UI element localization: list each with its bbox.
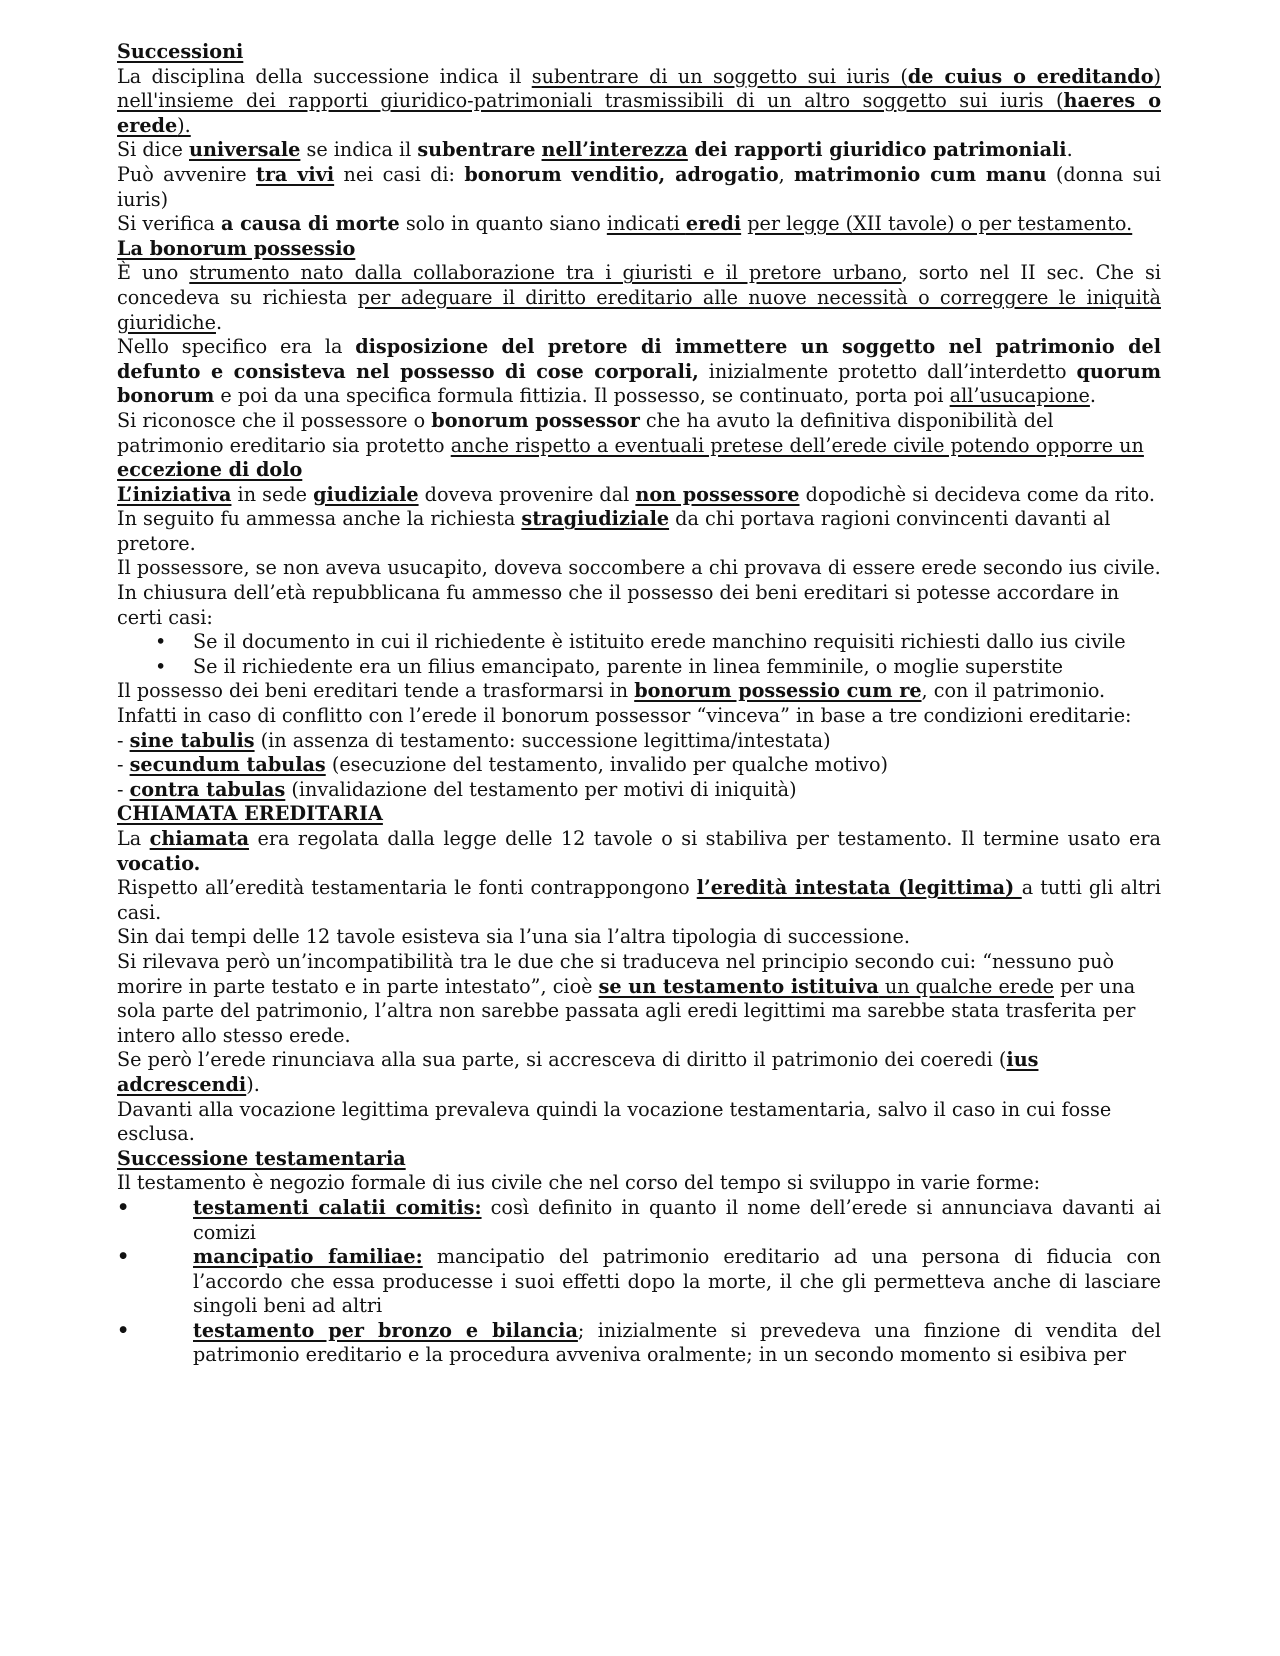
paragraph: Il possessore, se non aveva usucapito, doveva soccombere a chi provava di essere erede secondo ius civile. [117, 556, 1161, 580]
section-title-chiamata: CHIAMATA EREDITARIA [117, 802, 383, 826]
list-item: • Se il richiedente era un filius emancipato, parente in linea femminile, o moglie superstite [155, 654, 1063, 678]
list-item: • testamento per bronzo e bilancia; inizialmente si prevedeva una finzione di vendita del patrimonio ereditario e la procedura avveniva oralmente; in un secondo momento si esibiva per [117, 1318, 1161, 1367]
bullet-icon: • [155, 654, 167, 678]
section-title-successioni: Successioni [117, 40, 244, 63]
bullet-icon: • [117, 1195, 130, 1219]
paragraph: Si verifica a causa di morte solo in quanto siano indicati eredi per legge (XII tavole) o per testamento. [117, 212, 1133, 236]
condition-item: - contra tabulas (invalidazione del testamento per motivi di iniquità) [117, 777, 797, 801]
paragraph: In seguito fu ammessa anche la richiesta stragiudiziale da chi portava ragioni convincenti davanti al pretore. [117, 507, 1111, 555]
document-page [117, 40, 1161, 1368]
list-item: • Se il documento in cui il richiedente è istituito erede manchino requisiti richiesti dallo ius civile [155, 630, 1126, 654]
paragraph: Se però l’erede rinunciava alla sua parte, si accresceva di diritto il patrimonio dei coeredi (ius adcrescendi). [117, 1048, 1039, 1096]
bullet-list [117, 630, 1161, 679]
paragraph: L’iniziativa in sede giudiziale doveva provenire dal non possessore dopodichè si decideva come da rito. [117, 482, 1155, 506]
list-item: • testamenti calatii comitis: così definito in quanto il nome dell’erede si annunciava davanti ai comizi [117, 1195, 1161, 1244]
paragraph: Si dice universale se indica il subentrare nell’interezza dei rapporti giuridico patrimoniali. [117, 138, 1073, 162]
paragraph: Può avvenire tra vivi nei casi di: bonorum venditio, adrogatio, matrimonio cum manu (donna sui iuris) [117, 162, 1161, 211]
bullet-icon: • [117, 1245, 130, 1269]
paragraph: Infatti in caso di conflitto con l’erede il bonorum possessor “vinceva” in base a tre condizioni ereditarie: [117, 704, 1132, 728]
paragraph: Nello specifico era la disposizione del pretore di immettere un soggetto nel patrimonio del defunto e consisteva nel possesso di cose corporali, inizialmente protetto dall’interdetto quorum bonorum e poi da una specifica formula fittizia. Il possesso, se continuato, porta poi all’usucapione. [117, 335, 1162, 408]
paragraph: Il possesso dei beni ereditari tende a trasformarsi in bonorum possessio cum re, con il patrimonio. [117, 679, 1106, 703]
paragraph: Si riconosce che il possessore o bonorum possessor che ha avuto la definitiva disponibilità del patrimonio ereditario sia protetto anche rispetto a eventuali pretese dell’erede civile potendo opporre un eccezione di dolo [117, 408, 1144, 482]
section-title-bonorum-possessio: La bonorum possessio [117, 236, 356, 260]
condition-item: - secundum tabulas (esecuzione del testamento, invalido per qualche motivo) [117, 753, 889, 777]
paragraph: Si rilevava però un’incompatibilità tra le due che si traduceva nel principio secondo cui: “nessuno può morire in parte testato e in parte intestato”, cioè se un testamento istituiva un qualche erede per una sola parte del patrimonio, l’altra non sarebbe passata agli eredi legittimi ma sarebbe stata trasferita per intero allo stesso erede. [117, 949, 1136, 1047]
paragraph: Rispetto all’eredità testamentaria le fonti contrappongono l’eredità intestata (legittima) a tutti gli altri casi. [117, 876, 1161, 924]
section-title-testamentaria: Successione testamentaria [117, 1146, 406, 1170]
paragraph: In chiusura dell’età repubblicana fu ammesso che il possesso dei beni ereditari si potesse accordare in certi casi: [117, 581, 1120, 629]
paragraph: Davanti alla vocazione legittima prevaleva quindi la vocazione testamentaria, salvo il caso in cui fosse esclusa. [117, 1097, 1112, 1146]
paragraph: La disciplina della successione indica il subentrare di un soggetto sui iuris (de cuius o ereditando) nell'insieme dei rapporti giuridico-patrimoniali trasmissibili di un altro soggetto sui iuris (haeres o erede). [117, 64, 1161, 137]
bullet-icon: • [155, 630, 167, 654]
paragraph: Sin dai tempi delle 12 tavole esisteva sia l’una sia l’altra tipologia di successione. [117, 925, 910, 949]
paragraph: La chiamata era regolata dalla legge delle 12 tavole o si stabiliva per testamento. Il termine usato era vocatio. [117, 827, 1161, 875]
bullet-icon: • [117, 1318, 130, 1342]
condition-item: - sine tabulis (in assenza di testamento: successione legittima/intestata) [117, 728, 831, 752]
paragraph: È uno strumento nato dalla collaborazione tra i giuristi e il pretore urbano, sorto nel II sec. Che si concedeva su richiesta per adeguare il diritto ereditario alle nuove necessità o correggere le iniquità giuridiche. [117, 261, 1161, 334]
paragraph: Il testamento è negozio formale di ius civile che nel corso del tempo si sviluppo in varie forme: [117, 1171, 1041, 1195]
list-item: • mancipatio familiae: mancipatio del patrimonio ereditario ad una persona di fiducia con l’accordo che essa producesse i suoi effetti dopo la morte, il che gli permetteva anche di lasciare singoli beni ad altri [117, 1245, 1162, 1318]
